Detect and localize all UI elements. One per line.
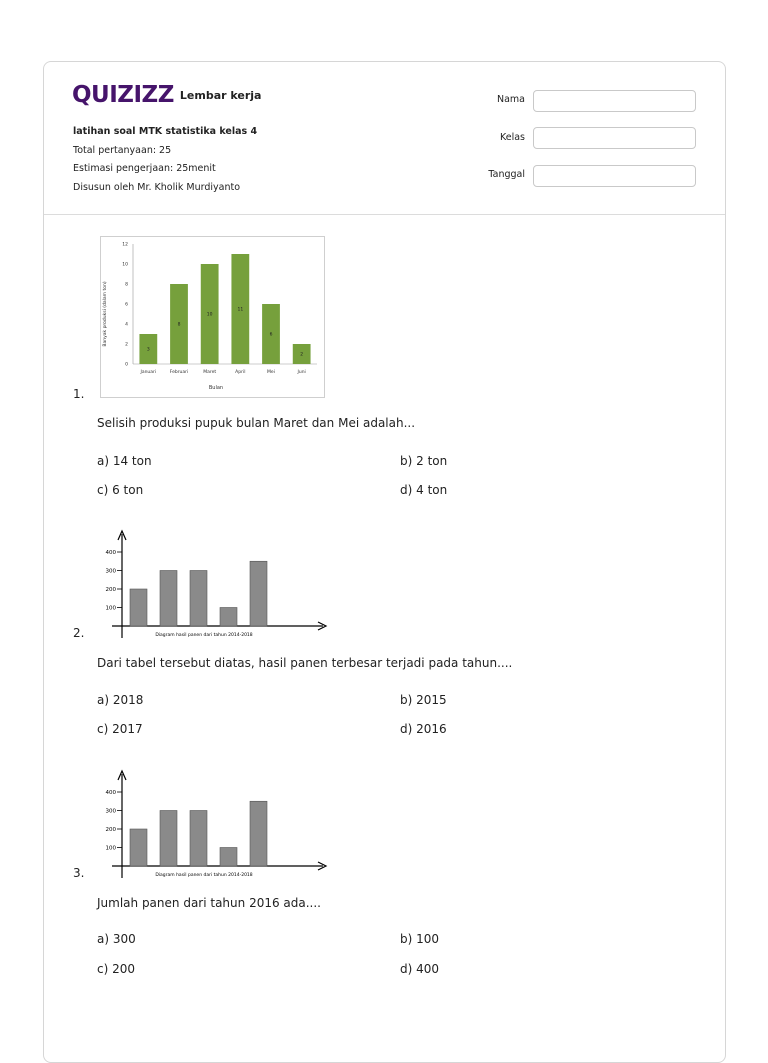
y-tick-label: 6 [125, 302, 128, 308]
option-d[interactable]: d) 2016 [400, 722, 447, 736]
y-tick-label: 100 [105, 845, 116, 852]
chart-bar [160, 811, 177, 867]
y-tick-label: 200 [105, 826, 116, 833]
bar-data-label: 3 [146, 347, 150, 353]
y-tick-label: 10 [122, 262, 128, 268]
option-c[interactable]: c) 200 [97, 962, 135, 976]
name-label: Nama [496, 94, 525, 105]
bar-data-label: 10 [206, 312, 213, 318]
option-d[interactable]: d) 400 [400, 962, 440, 976]
harvest-bar-chart [98, 528, 330, 642]
chart-bar [220, 608, 237, 627]
production-bar-chart [100, 236, 326, 399]
x-tick-label: Juni [297, 370, 306, 375]
question-text: Selisih produksi pupuk bulan Maret dan Mei adalah... [97, 416, 416, 430]
class-field[interactable] [533, 127, 696, 149]
y-tick-label: 400 [105, 549, 116, 556]
question-number: 2. [73, 626, 85, 640]
worksheet-title: latihan soal MTK statistika kelas 4 [73, 126, 258, 137]
option-c[interactable]: c) 2017 [97, 722, 143, 736]
y-tick-label: 8 [125, 282, 128, 288]
chart-bar [190, 811, 207, 867]
chart-bar [130, 829, 147, 866]
y-tick-label: 400 [105, 789, 116, 796]
chart-x-axis-label: Bulan [208, 385, 224, 391]
chart-bar [190, 571, 207, 627]
harvest-bar-chart [98, 768, 330, 882]
class-label: Kelas [499, 132, 525, 143]
date-field[interactable] [533, 165, 696, 187]
y-tick-label: 2 [125, 342, 128, 348]
total-questions: Total pertanyaan: 25 [73, 144, 172, 156]
question-text: Dari tabel tersebut diatas, hasil panen terbesar terjadi pada tahun.... [97, 656, 513, 670]
option-a[interactable]: a) 300 [97, 932, 136, 946]
x-tick-label: Januari [140, 370, 157, 375]
chart-bar [250, 561, 267, 626]
option-d[interactable]: d) 4 ton [400, 483, 448, 497]
bar-data-label: 6 [269, 332, 273, 338]
quizizz-logo: QUIZIZZ [72, 82, 174, 108]
y-tick-label: 100 [105, 605, 116, 612]
chart-x-axis-label: Diagram hasil panen dari tahun 2014-2018 [155, 633, 253, 638]
question-number: 1. [73, 387, 85, 401]
bar-data-label: 11 [237, 307, 244, 313]
chart-x-axis-label: Diagram hasil panen dari tahun 2014-2018 [155, 873, 253, 878]
x-tick-label: Februari [169, 370, 189, 375]
question-text: Jumlah panen dari tahun 2016 ada.... [97, 896, 321, 910]
name-field[interactable] [533, 90, 696, 112]
option-b[interactable]: b) 2015 [400, 693, 447, 707]
option-a[interactable]: a) 2018 [97, 693, 144, 707]
bar-data-label: 8 [177, 322, 181, 328]
worksheet-meta [73, 123, 257, 197]
y-tick-label: 300 [105, 568, 116, 575]
y-tick-label: 12 [122, 242, 128, 248]
chart-bar [160, 571, 177, 627]
chart-bar [250, 801, 267, 866]
option-b[interactable]: b) 100 [400, 932, 440, 946]
author: Disusun oleh Mr. Kholik Murdiyanto [73, 181, 241, 193]
bar-data-label: 2 [300, 352, 304, 358]
chart-bar [220, 848, 237, 867]
option-b[interactable]: b) 2 ton [400, 454, 448, 468]
y-tick-label: 200 [105, 586, 116, 593]
chart-bar [130, 589, 147, 626]
y-tick-label: 0 [125, 362, 128, 368]
date-label: Tanggal [488, 169, 525, 180]
x-tick-label: Maret [203, 370, 217, 375]
worksheet-subtitle: Lembar kerja [179, 88, 262, 102]
estimated-time: Estimasi pengerjaan: 25menit [73, 163, 216, 174]
chart-y-axis-label: Banyak produksi (dalam ton) [103, 281, 108, 347]
x-tick-label: April [235, 370, 246, 375]
option-a[interactable]: a) 14 ton [97, 454, 152, 468]
worksheet-header [44, 62, 725, 215]
y-tick-label: 300 [105, 808, 116, 815]
option-c[interactable]: c) 6 ton [97, 483, 144, 497]
x-tick-label: Mei [267, 370, 275, 375]
y-tick-label: 4 [125, 322, 128, 328]
question-number: 3. [73, 866, 85, 880]
brand [72, 82, 261, 108]
